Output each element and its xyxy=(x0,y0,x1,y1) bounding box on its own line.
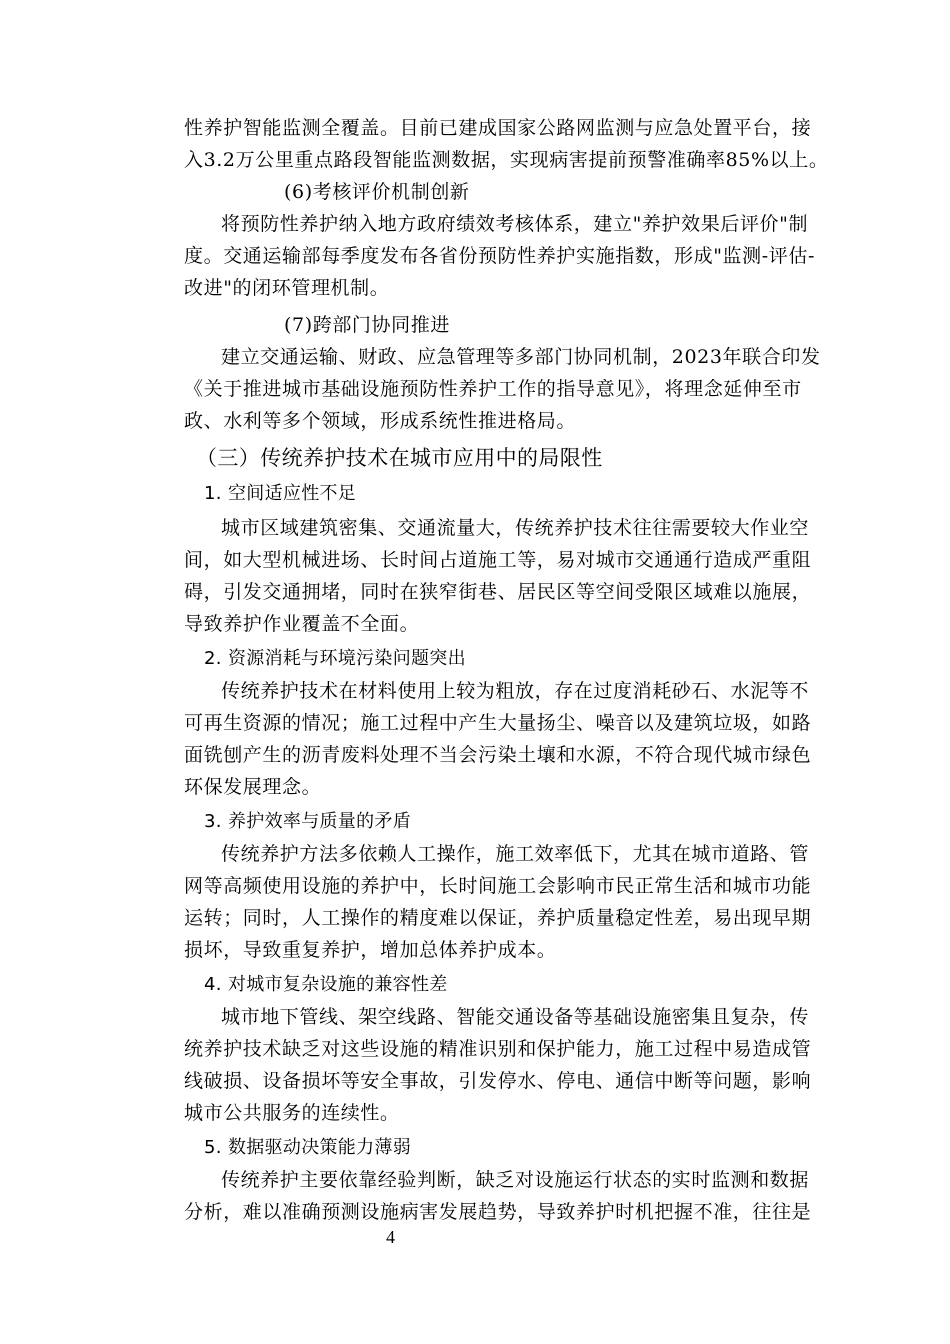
body-line: 分析，难以准确预测设施病害发展趋势，导致养护时机把握不准，往往是 xyxy=(184,1201,812,1223)
body-line: 可再生资源的情况；施工过程中产生大量扬尘、噪音以及建筑垃圾，如路 xyxy=(184,712,812,734)
item-title: 对城市复杂设施的兼容性差 xyxy=(228,974,448,995)
body-line: 城市地下管线、架空线路、智能交通设备等基础设施密集且复杂，传 xyxy=(221,1006,810,1028)
body-line: 传统养护主要依靠经验判断，缺乏对设施运行状态的实时监测和数据 xyxy=(221,1169,810,1191)
body-line: 性养护智能监测全覆盖。目前已建成国家公路网监测与应急处置平台，接 xyxy=(184,117,812,139)
item-title: 资源消耗与环境污染问题突出 xyxy=(228,648,466,669)
body-line: 网等高频使用设施的养护中，长时间施工会影响市民正常生活和城市功能 xyxy=(184,875,812,897)
item-number: 1. xyxy=(204,483,222,504)
body-line: 间，如大型机械进场、长时间占道施工等，易对城市交通通行造成严重阻 xyxy=(184,549,812,571)
item-number: 3. xyxy=(204,811,222,832)
item-heading-4 xyxy=(204,973,448,997)
page-number: 4 xyxy=(386,1227,395,1247)
item-heading-1 xyxy=(204,482,356,506)
body-line: 传统养护技术在材料使用上较为粗放，存在过度消耗砂石、水泥等不 xyxy=(221,680,810,702)
body-line: 统养护技术缺乏对这些设施的精准识别和保护能力，施工过程中易造成管 xyxy=(184,1038,812,1060)
item-number: 4. xyxy=(204,974,222,995)
body-line: 面铣刨产生的沥青废料处理不当会污染土壤和水源，不符合现代城市绿色 xyxy=(184,744,812,766)
body-line: 导致养护作业覆盖不全面。 xyxy=(184,613,420,635)
body-line: 政、水利等多个领域，形成系统性推进格局。 xyxy=(184,410,577,432)
item-title: 数据驱动决策能力薄弱 xyxy=(228,1137,411,1158)
item-heading-3 xyxy=(204,810,411,834)
body-line: 改进"的闭环管理机制。 xyxy=(184,277,390,299)
subheading-7: (7)跨部门协同推进 xyxy=(284,314,450,336)
body-line: 度。交通运输部每季度发布各省份预防性养护实施指数，形成"监测-评估- xyxy=(184,245,815,267)
item-title: 养护效率与质量的矛盾 xyxy=(228,811,411,832)
section-heading: （三）传统养护技术在城市应用中的局限性 xyxy=(196,446,603,470)
item-number: 2. xyxy=(204,648,222,669)
body-line: 运转；同时，人工操作的精度难以保证，养护质量稳定性差，易出现早期 xyxy=(184,907,812,929)
body-line: 城市公共服务的连续性。 xyxy=(184,1102,400,1124)
body-line: 《关于推进城市基础设施预防性养护工作的指导意见》，将理念延伸至市 xyxy=(184,378,802,400)
item-number: 5. xyxy=(204,1137,222,1158)
body-line: 环保发展理念。 xyxy=(184,776,322,798)
body-line: 入3.2万公里重点路段智能监测数据，实现病害提前预警准确率85%以上。 xyxy=(184,149,829,171)
subheading-6: (6)考核评价机制创新 xyxy=(284,181,470,203)
item-heading-5 xyxy=(204,1136,411,1160)
body-line: 城市区域建筑密集、交通流量大，传统养护技术往往需要较大作业空 xyxy=(221,517,810,539)
item-heading-2 xyxy=(204,647,466,671)
body-line: 将预防性养护纳入地方政府绩效考核体系，建立"养护效果后评价"制 xyxy=(221,213,809,235)
item-title: 空间适应性不足 xyxy=(228,483,357,504)
body-line: 碍，引发交通拥堵，同时在狭窄街巷、居民区等空间受限区域难以施展， xyxy=(184,581,812,603)
body-line: 传统养护方法多依赖人工操作，施工效率低下，尤其在城市道路、管 xyxy=(221,843,810,865)
body-line: 线破损、设备损坏等安全事故，引发停水、停电、通信中断等问题，影响 xyxy=(184,1070,812,1092)
body-line: 建立交通运输、财政、应急管理等多部门协同机制，2023年联合印发 xyxy=(221,346,821,368)
body-line: 损坏，导致重复养护，增加总体养护成本。 xyxy=(184,939,557,961)
